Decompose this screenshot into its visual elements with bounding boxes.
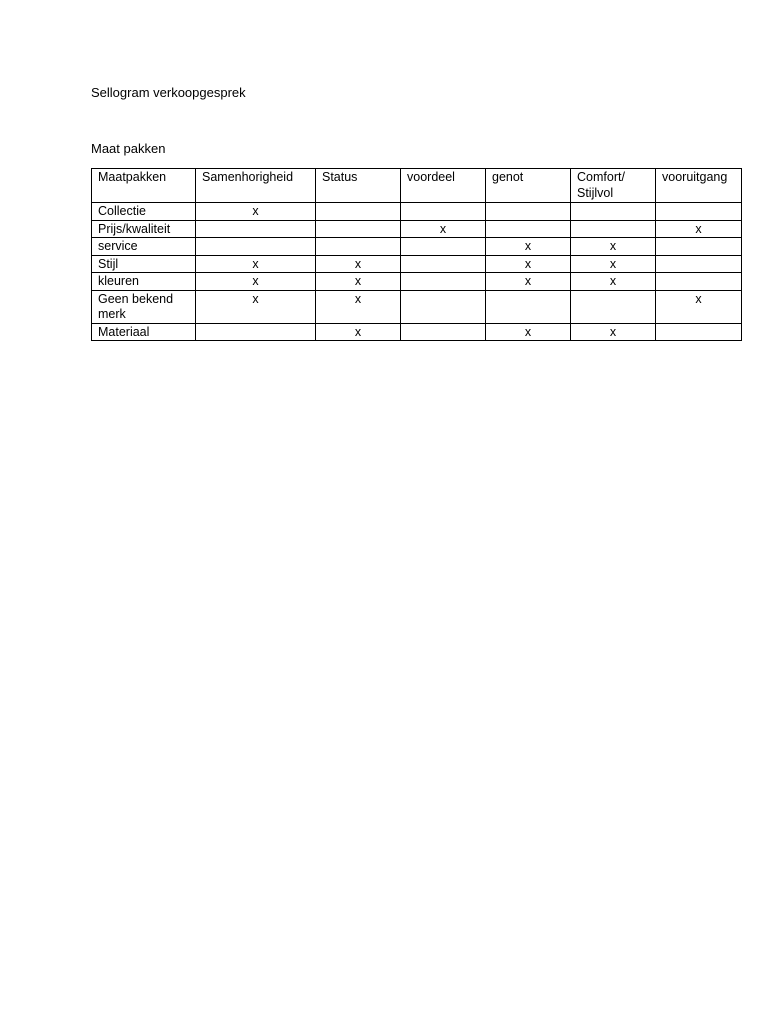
table-cell [656,273,742,291]
sellogram-table [91,168,742,341]
table-cell: x [316,273,401,291]
row-label: Materiaal [92,323,196,341]
table-cell: x [571,323,656,341]
table-row [92,220,742,238]
table-cell: x [486,273,571,291]
table-cell: x [196,273,316,291]
table-cell: x [316,290,401,323]
table-cell [401,273,486,291]
table-cell [196,220,316,238]
column-header: Maatpakken [92,169,196,203]
table-cell: x [196,203,316,221]
table-row [92,273,742,291]
table-cell [401,323,486,341]
table-cell: x [316,255,401,273]
table-header-row [92,169,742,203]
table-cell: x [196,255,316,273]
table-cell: x [571,238,656,256]
table-cell [196,323,316,341]
table-cell [401,203,486,221]
table-row [92,290,742,323]
column-header: voordeel [401,169,486,203]
row-label: Geen bekend merk [92,290,196,323]
section-title: Maat pakken [91,141,166,156]
table-cell [486,290,571,323]
table-cell [401,238,486,256]
table-cell [656,238,742,256]
table-cell [656,255,742,273]
table-cell: x [571,273,656,291]
row-label: Prijs/kwaliteit [92,220,196,238]
table-row [92,255,742,273]
table-cell [316,238,401,256]
row-label: kleuren [92,273,196,291]
table-cell [401,290,486,323]
table-cell [571,290,656,323]
table-row [92,323,742,341]
table-row [92,238,742,256]
column-header: Samenhorigheid [196,169,316,203]
table-cell: x [486,238,571,256]
column-header: vooruitgang [656,169,742,203]
table-cell [196,238,316,256]
table-cell [656,323,742,341]
row-label: Collectie [92,203,196,221]
column-header: Status [316,169,401,203]
table-cell [571,220,656,238]
table-cell: x [401,220,486,238]
row-label: Stijl [92,255,196,273]
table-cell [316,220,401,238]
table-cell [486,220,571,238]
table-row [92,203,742,221]
table-cell: x [196,290,316,323]
table-cell [486,203,571,221]
table-cell: x [656,220,742,238]
table-cell: x [486,323,571,341]
table-cell [656,203,742,221]
table-cell [401,255,486,273]
table-cell [316,203,401,221]
column-header: genot [486,169,571,203]
table-cell [571,203,656,221]
table-cell: x [656,290,742,323]
column-header: Comfort/ Stijlvol [571,169,656,203]
row-label: service [92,238,196,256]
table-cell: x [316,323,401,341]
table-cell: x [571,255,656,273]
table-cell: x [486,255,571,273]
document-title: Sellogram verkoopgesprek [91,85,246,100]
